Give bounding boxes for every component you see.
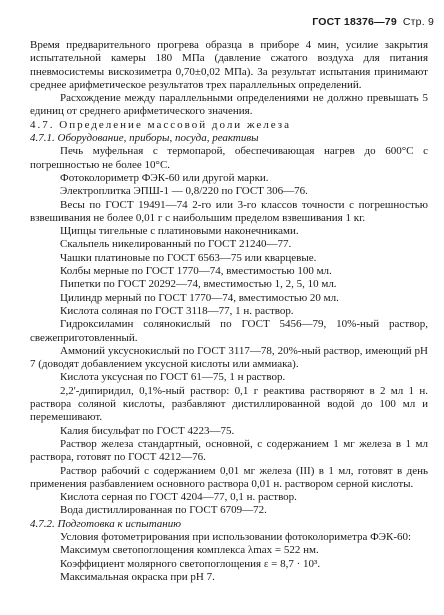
subsection-title-preparation: 4.7.2. Подготовка к испытанию (30, 517, 182, 530)
item-scales: Весы по ГОСТ 19491—74 2-го или 3-го классов точности с погрешностью взвешивания не более 0,01 г с наибольшим пределом взвешивания 1 кг. (30, 198, 428, 224)
paragraph-max-color: Максимальная окраска при рН 7. (60, 570, 215, 583)
standard-code: ГОСТ 18376—79 (312, 16, 397, 28)
item-working-solution: Раствор рабочий с содержанием 0,01 мг железа (III) в 1 мл, готовят в день применения разбавлением основного раствора 0,01 н. раствором серной кислоты. (30, 464, 428, 490)
item-ammonium-acetate: Аммоний уксуснокислый по ГОСТ 3117—78, 20%-ный раствор, имеющий рН 7 (доводят добавлением уксусной кислоты или аммиака). (30, 344, 428, 371)
subsection-title: 4.7.1. Оборудование, приборы, посуда, реактивы (30, 132, 259, 145)
page-number: Стр. 9 (402, 16, 434, 28)
paragraph-discrepancy: Расхождение между параллельными определениями не должно превышать 5 единиц от среднего арифметического значения. (30, 92, 428, 118)
item-photocolorimeter: Фотоколориметр ФЭК-60 или другой марки. (60, 171, 269, 184)
item-sulfuric-acid: Кислота серная по ГОСТ 4204—77, 0,1 н. раствор. (60, 491, 297, 504)
item-scalpel: Скальпель никелированный по ГОСТ 21240—77. (60, 238, 292, 251)
item-pipettes: Пипетки по ГОСТ 20292—74, вместимостью 1, 2, 5, 10 мл. (60, 278, 337, 291)
item-distilled-water: Вода дистиллированная по ГОСТ 6709—72. (60, 504, 267, 517)
subsection-heading-preparation (30, 518, 428, 531)
item-flasks: Колбы мерные по ГОСТ 1770—74, вместимостью 100 мл. (60, 265, 332, 278)
item-potassium-bisulfate: Калия бисульфат по ГОСТ 4223—75. (60, 424, 235, 437)
item-dipyridyl: 2,2'-дипиридил, 0,1%-ный раствор: 0,1 г реактива растворяют в 2 мл 1 н. раствора соляной кислоты, разбавляют дистиллированной водой до 100 мл и перемешивают. (30, 384, 428, 424)
paragraph-absorption-max: Максимум светопоглощения комплекса λmax = 522 нм. (60, 544, 319, 557)
document-body (30, 39, 428, 584)
paragraph-molar-coefficient: Коэффициент молярного светопоглощения ε = 8,7 · 10³. (60, 557, 321, 570)
item-cylinder: Цилиндр мерный по ГОСТ 1770—74, вместимостью 20 мл. (60, 291, 339, 304)
item-iron-standard: Раствор железа стандартный, основной, с содержанием 1 мг железа в 1 мл раствора, готовят по ГОСТ 4212—76. (30, 437, 428, 464)
item-hydrochloric-acid: Кислота соляная по ГОСТ 3118—77, 1 н. раствор. (60, 304, 294, 317)
paragraph-photometry-conditions: Условия фотометрирования при использовании фотоколориметра ФЭК-60: (60, 530, 412, 543)
item-dishes: Чашки платиновые по ГОСТ 6563—75 или кварцевые. (60, 251, 317, 264)
item-muffle-furnace: Печь муфельная с термопарой, обеспечивающая нагрев до 600°С с погрешностью не более 10°С. (30, 145, 428, 171)
item-hotplate: Электроплитка ЭПШ-1 — 0,8/220 по ГОСТ 306—76. (60, 185, 308, 198)
section-heading-iron: 4.7. Определение массовой доли железа (30, 118, 292, 131)
item-tongs: Щипцы тигельные с платиновыми наконечниками. (60, 225, 299, 238)
subsection-heading-equipment (30, 132, 428, 145)
paragraph-heating-time: Время предварительного прогрева образца в приборе 4 мин, усилие закрытия испытательной камеры 180 МПа (давление сжатого воздуха для питания пневмосистемы вискозиметра 0,70±0,02 МПа). За результат испытания принимают среднее арифметическое результатов трех параллельных определений. (30, 39, 428, 91)
item-hydroxylamine: Гидроксиламин солянокислый по ГОСТ 5456—79, 10%-ный раствор, свежеприготовленный. (30, 318, 428, 344)
item-acetic-acid: Кислота уксусная по ГОСТ 61—75, 1 н раствор. (60, 371, 286, 384)
page-header (312, 16, 434, 28)
